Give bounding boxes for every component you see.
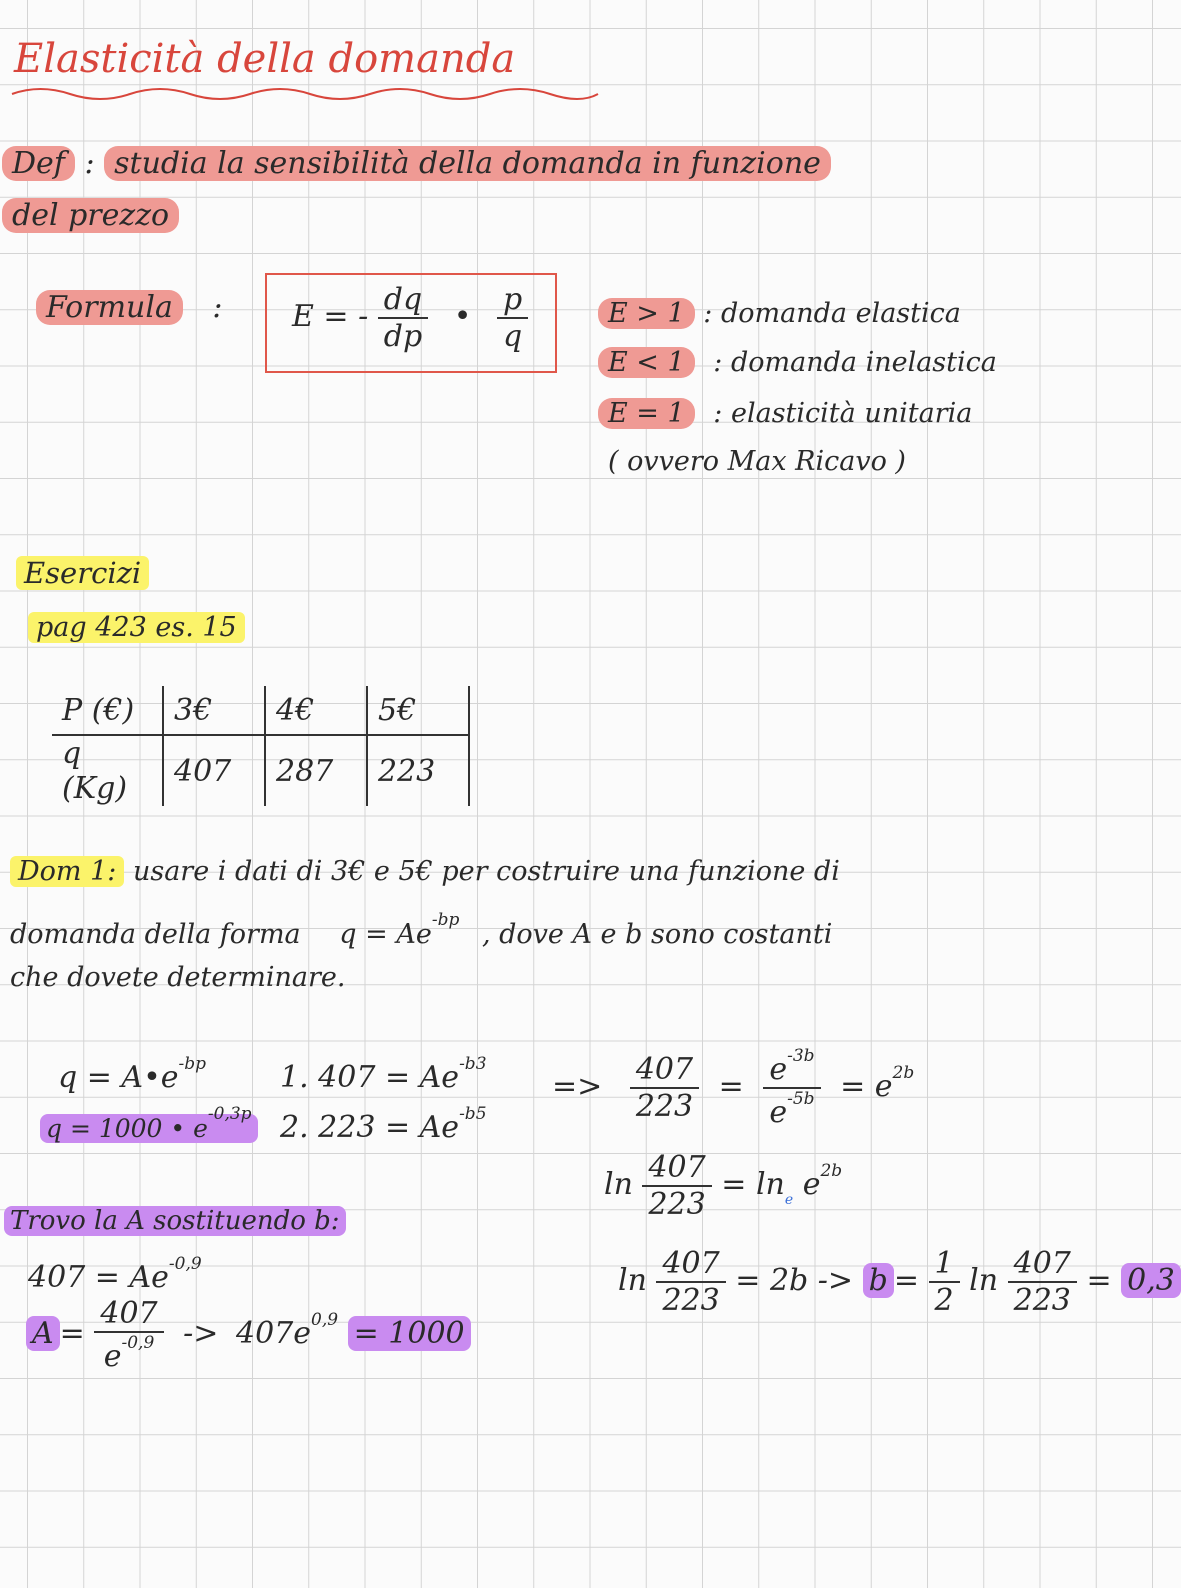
- find-a-line-1: [28, 1254, 202, 1295]
- table-cell: 223: [367, 735, 469, 806]
- case-elastic-sep: :: [703, 298, 713, 329]
- find-a-line-2: [26, 1296, 471, 1374]
- exp-num-sup: -3b: [787, 1046, 815, 1066]
- case-elastic-text: domanda elastica: [720, 298, 961, 329]
- exp-den: e: [769, 1095, 788, 1130]
- exp-den-sup: -5b: [787, 1089, 815, 1109]
- ratio-num: 407: [630, 1052, 699, 1089]
- ln-2b-fraction: [1008, 1246, 1077, 1318]
- ln-1-mid: = ln: [721, 1167, 785, 1202]
- ln-1-fraction: [642, 1150, 711, 1222]
- equation-2-exp: -b5: [459, 1104, 487, 1124]
- exercise-reference-text: pag 423 es. 15: [28, 612, 245, 643]
- elasticity-formula: [292, 282, 528, 354]
- table-row: [52, 686, 469, 735]
- find-a-line-1-base: 407 = Ae: [28, 1260, 169, 1295]
- general-equation-base: q = A•e: [58, 1060, 179, 1095]
- definition-sep: :: [84, 146, 95, 181]
- case-inelastic-cond: E < 1: [598, 347, 695, 378]
- formula-num-1: dq: [378, 282, 428, 319]
- definition-text-2: del prezzo: [2, 198, 179, 233]
- a-result: = 1000: [348, 1316, 471, 1351]
- exercises-label: [16, 556, 149, 590]
- result-equation-exp: -0,3p: [207, 1104, 252, 1124]
- a-fraction: [94, 1296, 163, 1374]
- ln-equation-2: [618, 1246, 1181, 1318]
- case-inelastic: [598, 347, 997, 378]
- table-cell: 407: [163, 735, 265, 806]
- question-text-1: usare i dati di 3€ e 5€ per costruire una funzione di: [132, 856, 840, 887]
- question-text-2c: , dove A e b sono costanti: [481, 919, 833, 950]
- case-unitary-cond: E = 1: [598, 398, 695, 429]
- find-a-label: [4, 1206, 346, 1236]
- table-cell: 3€: [163, 686, 265, 735]
- table-cell: 4€: [265, 686, 367, 735]
- question-text-2a: domanda della forma: [10, 919, 301, 950]
- question-label: Dom 1:: [10, 856, 124, 887]
- equation-1-base: 1. 407 = Ae: [280, 1060, 460, 1095]
- case-inelastic-sep: :: [713, 347, 723, 378]
- page-title: Elasticità della domanda: [14, 36, 516, 82]
- formula-num-2: p: [497, 282, 528, 319]
- a-eq: =: [59, 1316, 85, 1351]
- table-cell: 287: [265, 735, 367, 806]
- ln-2-num: 407: [656, 1246, 725, 1283]
- half-den: 2: [934, 1283, 954, 1318]
- exercises-label-text: Esercizi: [16, 556, 149, 590]
- equation-1-exp: -b3: [459, 1054, 487, 1074]
- formula-lhs: E = -: [292, 299, 369, 334]
- e2b-sup: 2b: [892, 1063, 915, 1083]
- question-formula-exp: -bp: [431, 910, 460, 930]
- case-note: ( ovvero Max Ricavo ): [608, 446, 906, 477]
- formula-label: Formula: [36, 290, 183, 325]
- definition-text-1: studia la sensibilità della domanda in funzione: [104, 146, 831, 181]
- case-elastic: [598, 298, 961, 329]
- question-formula: [339, 910, 460, 950]
- find-a-label-text: Trovo la A sostituendo b:: [4, 1206, 346, 1236]
- ratio-arrow: =>: [552, 1069, 603, 1104]
- definition-line-1: [2, 146, 831, 181]
- b-label: b: [863, 1263, 894, 1298]
- general-equation: [58, 1054, 206, 1095]
- price-quantity-table: [52, 686, 470, 806]
- equation-1: [280, 1054, 487, 1095]
- result-equation-base: q = 1000 • e: [46, 1114, 208, 1143]
- case-elastic-cond: E > 1: [598, 298, 695, 329]
- definition-line-2: [2, 198, 179, 233]
- ln-1-sub: e: [784, 1192, 794, 1208]
- ln-2-mid: = 2b ->: [735, 1263, 854, 1298]
- question-line-3: che dovete determinare.: [10, 962, 346, 993]
- table-cell: P (€): [52, 686, 163, 735]
- case-unitary: [598, 398, 972, 429]
- b-eq: =: [893, 1263, 919, 1298]
- ln-2-fraction: [656, 1246, 725, 1318]
- equation-2-base: 2. 223 = Ae: [280, 1110, 460, 1145]
- ln-2: ln: [618, 1263, 647, 1298]
- exp-fraction: [763, 1046, 820, 1130]
- b-value: 0,3: [1121, 1263, 1181, 1298]
- ln-1-end: e: [802, 1167, 821, 1202]
- a-label: A: [26, 1316, 60, 1351]
- ln-1-end-sup: 2b: [820, 1161, 843, 1181]
- ratio-den: 223: [635, 1089, 694, 1124]
- a-frac-num: 407: [94, 1296, 163, 1333]
- formula-den-2: q: [503, 319, 523, 354]
- a-frac-den-sup: -0,9: [121, 1333, 155, 1353]
- a-mid: 407e: [236, 1316, 312, 1351]
- ln-2-den: 223: [662, 1283, 720, 1318]
- a-mid-sup: 0,9: [311, 1310, 339, 1330]
- ln-2b-den: 223: [1013, 1283, 1071, 1318]
- half-num: 1: [929, 1246, 960, 1283]
- formula-dot: •: [453, 299, 472, 334]
- case-unitary-sep: :: [713, 398, 723, 429]
- find-a-line-1-exp: -0,9: [168, 1254, 202, 1274]
- formula-colon: :: [212, 290, 223, 325]
- general-equation-exp: -bp: [178, 1054, 207, 1074]
- ln-2-eq: =: [1086, 1263, 1112, 1298]
- a-arrow: ->: [183, 1316, 219, 1351]
- ln-1-num: 407: [642, 1150, 711, 1187]
- ratio-fraction: [630, 1052, 699, 1124]
- ln-1-den: 223: [648, 1187, 706, 1222]
- formula-label-row: [36, 290, 222, 325]
- ratio-equation: => $\frac{407}{223}$ = $\frac{e^{-3b}}{e^{-5b}}$ = $e^{2b}$: [552, 1046, 915, 1130]
- table-cell: 5€: [367, 686, 469, 735]
- ln-2b-num: 407: [1008, 1246, 1077, 1283]
- ln-1: ln: [604, 1167, 633, 1202]
- table-cell: q (Kg): [52, 735, 163, 806]
- case-unitary-text: elasticità unitaria: [730, 398, 973, 429]
- exp-num: e: [769, 1052, 788, 1087]
- formula-den-1: dp: [383, 319, 423, 354]
- question-formula-base: q = Ae: [339, 919, 432, 950]
- question-line-1: [10, 856, 840, 887]
- question-line-2: [10, 910, 832, 950]
- formula-fraction-1: [378, 282, 428, 354]
- result-equation: [40, 1104, 258, 1143]
- title-underline: [10, 82, 600, 106]
- formula-fraction-2: [497, 282, 528, 354]
- exercise-reference: [28, 612, 245, 643]
- table-row: [52, 735, 469, 806]
- case-inelastic-text: domanda inelastica: [730, 347, 997, 378]
- equation-2: [280, 1104, 487, 1145]
- e2b: = e: [840, 1069, 893, 1104]
- definition-label: Def: [2, 146, 75, 181]
- half-fraction: [929, 1246, 960, 1318]
- ln-2b: ln: [969, 1263, 999, 1298]
- a-frac-den: e: [103, 1339, 122, 1374]
- ln-equation-1: [604, 1150, 842, 1222]
